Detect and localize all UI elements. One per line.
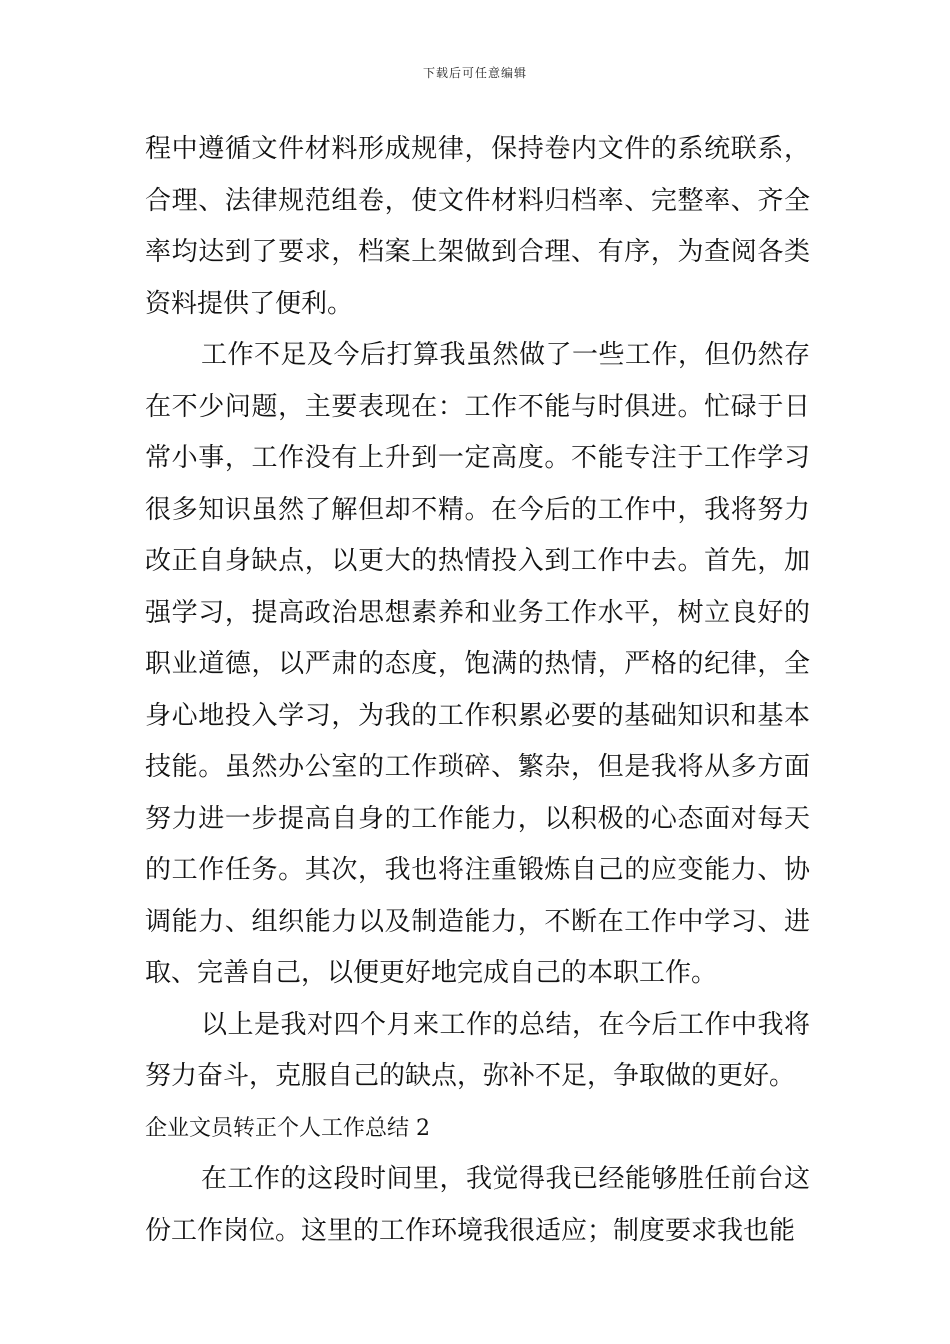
- paragraph-section-start: 在工作的这段时间里，我觉得我已经能够胜任前台这份工作岗位。这里的工作环境我很适应；制度要求我也能: [145, 1164, 810, 1246]
- document-body: [145, 124, 810, 1257]
- paragraph-conclusion: 以上是我对四个月来工作的总结，在今后工作中我将努力奋斗，克服自己的缺点，弥补不足，争取做的更好。: [145, 1009, 810, 1091]
- paragraph-shortcomings-plans: 工作不足及今后打算我虽然做了一些工作，但仍然存在不少问题，主要表现在：工作不能与时俱进。忙碌于日常小事，工作没有上升到一定高度。不能专注于工作学习很多知识虽然了解但却不精。在今后的工作中，我将努力改正自身缺点，以更大的热情投入到工作中去。首先，加强学习，提高政治思想素养和业务工作水平，树立良好的职业道德，以严肃的态度，饱满的热情，严格的纪律，全身心地投入学习，为我的工作积累必要的基础知识和基本技能。虽然办公室的工作琐碎、繁杂，但是我将从多方面努力进一步提高自身的工作能力，以积极的心态面对每天的工作任务。其次，我也将注重锻炼自己的应变能力、协调能力、组织能力以及制造能力，不断在工作中学习、进取、完善自己，以便更好地完成自己的本职工作。: [145, 340, 810, 988]
- paragraph-continuation: 程中遵循文件材料形成规律，保持卷内文件的系统联系，合理、法律规范组卷，使文件材料归档率、完整率、齐全率均达到了要求，档案上架做到合理、有序，为查阅各类资料提供了便利。: [145, 134, 810, 319]
- section-title: 企业文员转正个人工作总结 2: [145, 1115, 430, 1141]
- page-header: 下载后可任意编辑: [422, 66, 527, 80]
